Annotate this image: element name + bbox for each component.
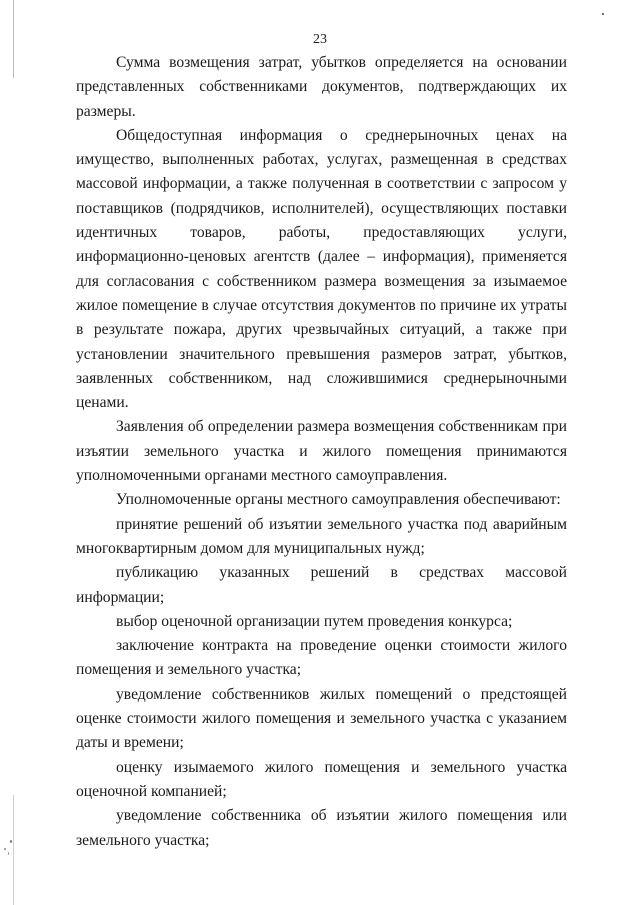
list-item-publication: публикацию указанных решений в средствах массовой информации; — [76, 564, 567, 606]
list-item-owner-notice: уведомление собственников жилых помещений о предстоящей оценке стоимости жилого помещения и земельного участка с указанием даты и времени; — [76, 685, 567, 752]
paragraph-authorities-ensure: Уполномоченные органы местного самоуправления обеспечивают: — [116, 491, 561, 509]
scan-speck — [602, 13, 604, 15]
list-item-appraiser-selection: выбор оценочной организации путем проведения конкурса; — [116, 612, 513, 630]
list-item-seizure-notice: уведомление собственника об изъятии жилого помещения или земельного участка; — [76, 807, 567, 849]
paragraph-compensation-amount: Сумма возмещения затрат, убытков определяется на основании представленных собственниками документов, подтверждающих их размеры. — [76, 54, 567, 120]
list-item-valuation: оценку изымаемого жилого помещения и земельного участка оценочной компанией; — [76, 758, 567, 800]
paragraph-applications: Заявления об определении размера возмещения собственникам при изъятии земельного участка и жилого помещения принимаются уполномоченными органами местного самоуправления. — [76, 418, 567, 485]
list-item-decision: принятие решений об изъятии земельного участка под аварийным многоквартирным домом для муниципальных нужд; — [76, 515, 567, 557]
paragraph-public-price-info: Общедоступная информация о среднерыночных ценах на имущество, выполненных работах, услугах, размещенная в средствах массовой информации, а также полученная в соответствии с запросом у поставщиков (подрядчиков, исполнителей), осуществляющих поставки идентичных товаров, работы, предоставляющих услуги, информационно-ценовых агентств (далее – информация), применяется для согласования с собственником размера возмещения за изымаемое жилое помещение в случае отсутствия документов по причине их утраты в результате пожара, других чрезвычайных ситуаций, а также при установлении значительного превышения размеров затрат, убытков, заявленных собственником, над сложившимися среднерыночными ценами. — [76, 126, 567, 412]
scan-speck — [10, 840, 12, 843]
scan-edge-line-bottom — [13, 795, 14, 905]
list-item-contract: заключение контракта на проведение оценки стоимости жилого помещения и земельного участка; — [76, 637, 567, 679]
document-body — [76, 51, 567, 853]
page-number: 23 — [313, 32, 327, 47]
scan-speck — [8, 852, 9, 855]
scan-speck — [4, 848, 6, 850]
